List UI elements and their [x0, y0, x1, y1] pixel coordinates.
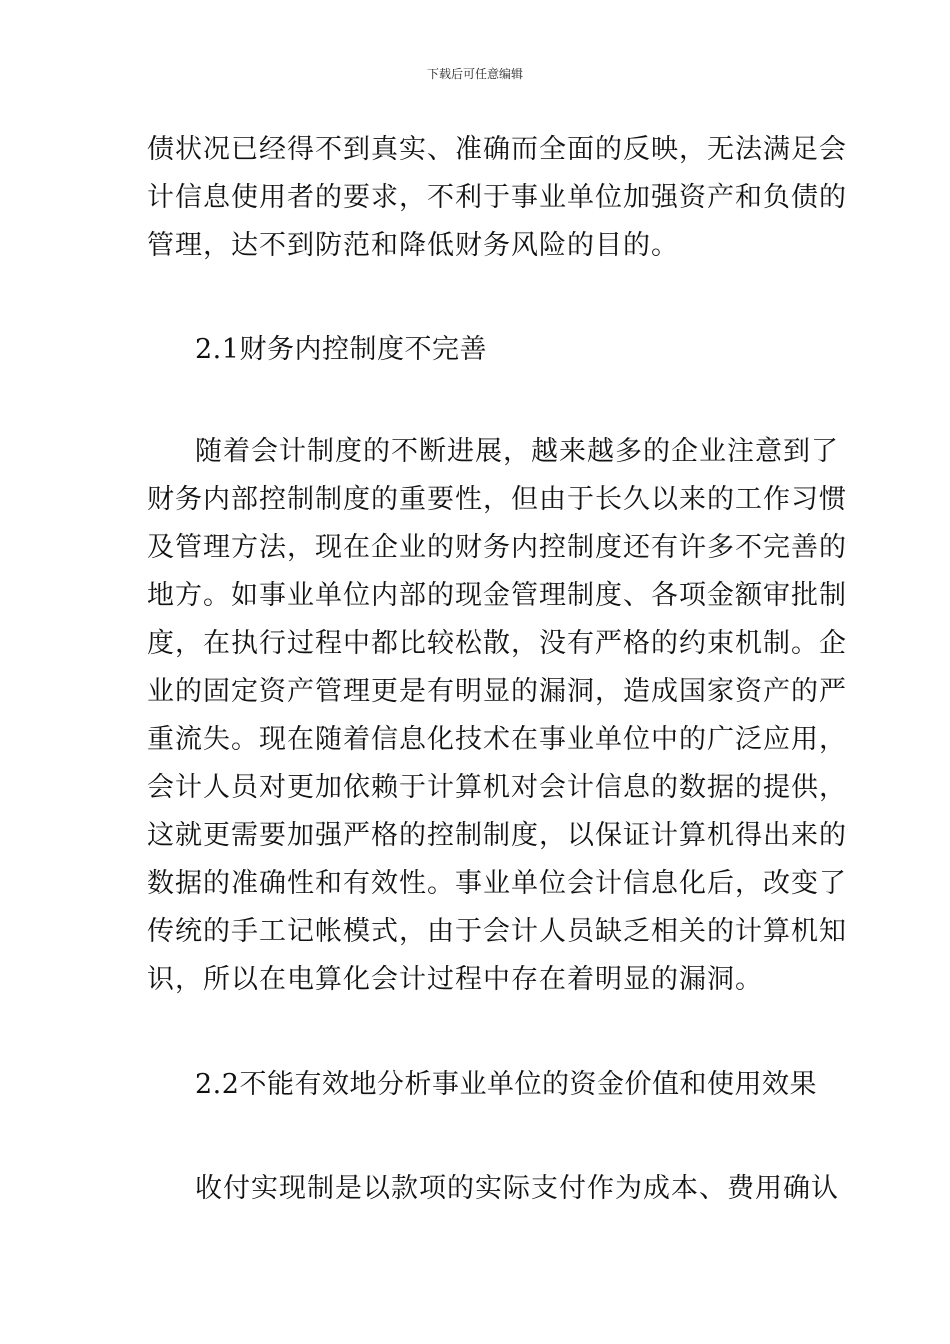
page-header: 下载后可任意编辑	[426, 67, 523, 81]
text-line: 地方。如事业单位内部的现金管理制度、各项金额审批制	[147, 580, 847, 611]
text-line: 随着会计制度的不断进展，越来越多的企业注意到了	[195, 436, 839, 467]
section-heading-2-1: 2.1财务内控制度不完善	[195, 334, 487, 365]
text-line: 及管理方法，现在企业的财务内控制度还有许多不完善的	[147, 532, 847, 563]
text-line: 重流失。现在随着信息化技术在事业单位中的广泛应用，	[147, 724, 847, 755]
text-line: 收付实现制是以款项的实际支付作为成本、费用确认	[195, 1173, 839, 1204]
text-line: 传统的手工记帐模式，由于会计人员缺乏相关的计算机知	[147, 916, 847, 947]
text-line: 债状况已经得不到真实、准确而全面的反映，无法满足会	[147, 134, 847, 165]
section-heading-2-2: 2.2不能有效地分析事业单位的资金价值和使用效果	[195, 1069, 817, 1100]
text-line: 计信息使用者的要求，不利于事业单位加强资产和负债的	[147, 182, 847, 213]
text-line: 管理，达不到防范和降低财务风险的目的。	[147, 230, 679, 261]
text-line: 数据的准确性和有效性。事业单位会计信息化后，改变了	[147, 868, 847, 899]
text-line: 这就更需要加强严格的控制制度，以保证计算机得出来的	[147, 820, 847, 851]
text-line: 会计人员对更加依赖于计算机对会计信息的数据的提供，	[147, 772, 847, 803]
text-line: 财务内部控制制度的重要性，但由于长久以来的工作习惯	[147, 484, 847, 515]
text-line: 识，所以在电算化会计过程中存在着明显的漏洞。	[147, 964, 763, 995]
text-line: 业的固定资产管理更是有明显的漏洞，造成国家资产的严	[147, 676, 847, 707]
text-line: 度，在执行过程中都比较松散，没有严格的约束机制。企	[147, 628, 847, 659]
